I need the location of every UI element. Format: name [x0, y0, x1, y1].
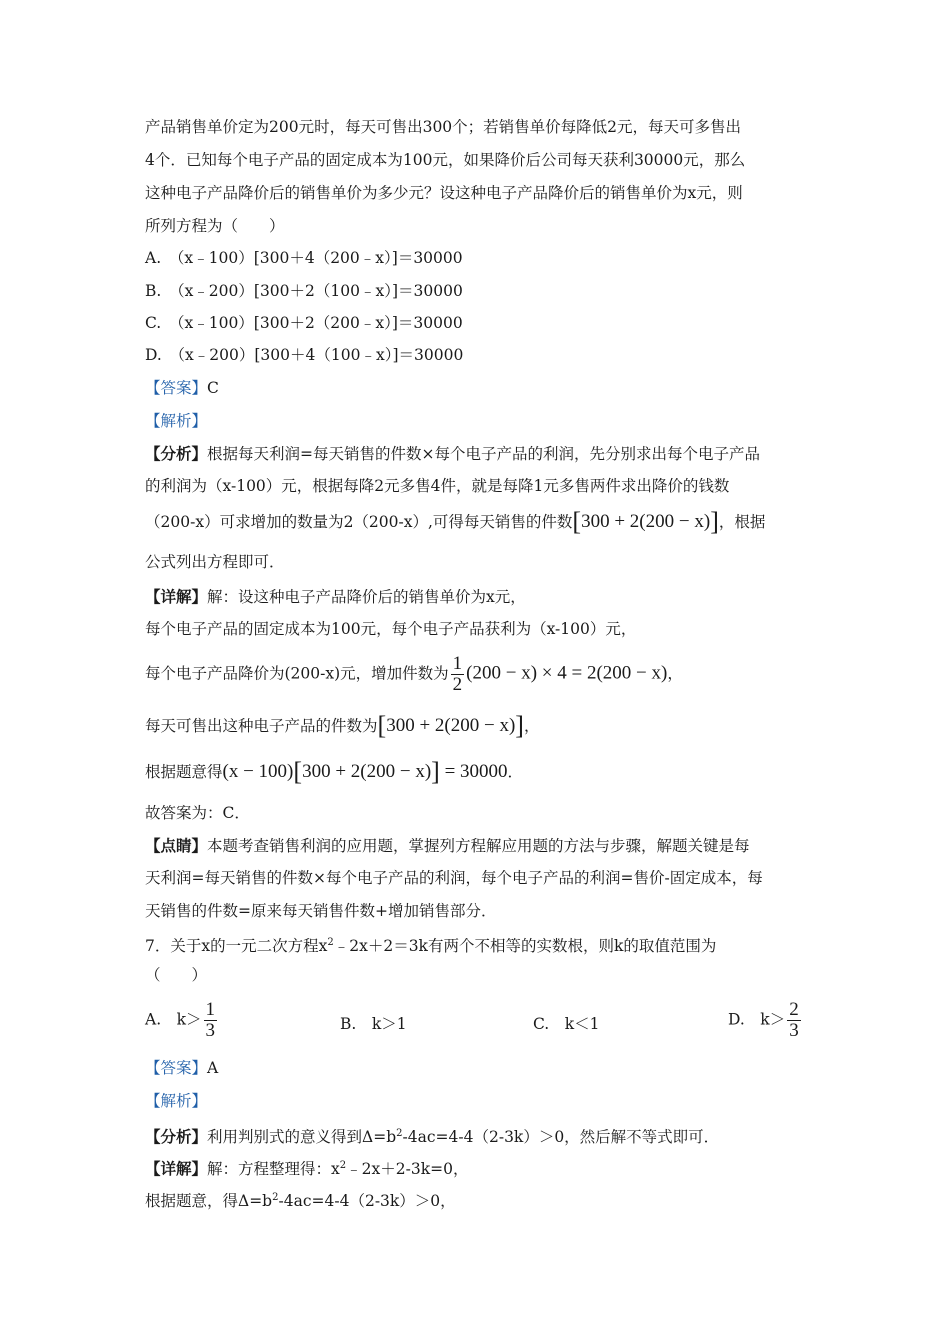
- jiexi-tag: 【解析】: [145, 412, 208, 430]
- analysis-heading: [145, 411, 207, 431]
- q7-fenxi-line: [145, 1124, 719, 1147]
- xiangjie-tag: 【详解】: [145, 1159, 208, 1179]
- superscript: 2: [339, 1160, 347, 1171]
- option-a: A. （x﹣100）[300＋4（200﹣x）]＝30000: [145, 249, 463, 267]
- math-expression: 300 + 2(200 − x): [302, 761, 432, 782]
- fraction-numerator: 1: [205, 999, 216, 1020]
- xiangjie-line-5: 根据题意得(x − 100)[300 + 2(200 − x)] = 30000．: [145, 757, 524, 786]
- fenxi-text: -4ac=4-4（2-3k）＞0，然后解不等式即可．: [402, 1128, 720, 1147]
- fenxi-text: 利用判别式的意义得到Δ=b: [207, 1128, 397, 1147]
- fenxi-tag: 【分析】: [145, 444, 208, 463]
- xiangjie-text: ，: [667, 664, 683, 683]
- q7-option-c: C. k＜1: [533, 1015, 600, 1033]
- xiangjie-text: 解：方程整理得：x: [207, 1160, 340, 1179]
- fenxi-text: 根据每天利润=每天销售的件数×每个电子产品的利润，先分别求出每个电子产品: [207, 445, 760, 463]
- dianjing-line-3: 天销售的件数=原来每天销售件数+增加销售部分．: [145, 902, 497, 920]
- xiangjie-text: ﹣2x＋2-3k=0，: [346, 1160, 469, 1179]
- q7-stem-text: ﹣2x＋2＝3k有两个不相等的实数根，则k的取值范围为: [333, 937, 717, 956]
- option-label: D. k＞: [728, 1010, 786, 1029]
- xiangjie-text: ．: [507, 763, 524, 781]
- q7-answer-line: [145, 1058, 218, 1078]
- jiexi-tag: 【解析】: [145, 1092, 208, 1110]
- problem-text-line: 所列方程为（ ）: [145, 217, 285, 235]
- option-d: D. （x﹣200）[300＋4（100﹣x）]＝30000: [145, 346, 464, 364]
- fenxi-line-2: 的利润为（x-100）元，根据每降2元多售4件，就是每降1元多售两件求出降价的钱数: [145, 477, 730, 495]
- answer-line: [145, 378, 219, 398]
- math-expression: 300 + 2(200 − x): [386, 715, 516, 736]
- q7-analysis-heading: [145, 1091, 207, 1111]
- fraction-denominator: 2: [452, 674, 463, 695]
- q7-stem-text: 7．关于x的一元二次方程x: [145, 937, 328, 956]
- fenxi-text: ，根据: [718, 513, 766, 531]
- answer-value: C: [207, 379, 219, 397]
- xiangjie-line-6: 故答案为：C．: [145, 804, 250, 822]
- superscript: 2: [396, 1128, 403, 1139]
- q7-xiangjie-line-2: [145, 1188, 456, 1211]
- math-expression: 300 + 2(200 − x): [581, 511, 711, 532]
- fraction: [451, 654, 465, 695]
- fraction-denominator: 3: [789, 1020, 799, 1041]
- xiangjie-text: 每天可售出这种电子产品的件数为: [145, 717, 378, 735]
- fenxi-line-4: 公式列出方程即可．: [145, 553, 285, 571]
- q7-stem-line-1: [145, 933, 716, 956]
- option-c: C. （x﹣100）[300＋2（200﹣x）]＝30000: [145, 314, 463, 332]
- q7-stem-line-2: （ ）: [145, 966, 208, 984]
- dianjing-text: 本题考查销售利润的应用题，掌握列方程解应用题的方法与步骤，解题关键是每: [207, 837, 750, 855]
- math-expression: (200 − x) × 4 = 2(200 − x): [466, 662, 668, 684]
- fraction: [204, 1000, 218, 1041]
- xiangjie-text: ，: [523, 717, 540, 735]
- superscript: 2: [272, 1192, 279, 1203]
- problem-text-line: 4个．已知每个电子产品的固定成本为100元，如果降价后公司每天获利30000元，那么: [145, 151, 746, 169]
- superscript: 2: [327, 937, 334, 948]
- fraction-numerator: 1: [452, 653, 463, 674]
- fraction-denominator: 3: [205, 1020, 216, 1041]
- math-expression: (x − 100): [222, 761, 294, 782]
- fenxi-text: （200-x）可求增加的数量为2（200-x）,可得每天销售的件数: [145, 513, 573, 531]
- fraction: [787, 1000, 801, 1041]
- fenxi-tag: 【分析】: [145, 1127, 208, 1147]
- xiangjie-line-3: [145, 654, 683, 695]
- q7-option-a: [145, 1000, 219, 1041]
- xiangjie-text: 根据题意得: [145, 763, 223, 781]
- answer-tag: 【答案】: [145, 379, 208, 397]
- xiangjie-tag: 【详解】: [145, 587, 208, 606]
- answer-tag: 【答案】: [145, 1059, 208, 1077]
- xiangjie-text: 每个电子产品降价为(200-x)元，增加件数为: [145, 664, 449, 683]
- math-expression: = 30000: [439, 761, 508, 782]
- problem-text-line: 这种电子产品降价后的销售单价为多少元？设这种电子产品降价后的销售单价为x元，则: [145, 184, 743, 202]
- answer-value: A: [207, 1059, 219, 1077]
- dianjing-tag: 【点睛】: [145, 836, 208, 855]
- dianjing-line-2: 天利润=每天销售的件数×每个电子产品的利润，每个电子产品的利润=售价-固定成本，每: [145, 869, 763, 887]
- xiangjie-line-2: 每个电子产品的固定成本为100元，每个电子产品获利为（x-100）元，: [145, 620, 637, 638]
- fenxi-line-3: （200-x）可求增加的数量为2（200-x）,可得每天销售的件数[300 + 2(200 − x)]，根据: [145, 507, 766, 536]
- q7-xiangjie-line-1: [145, 1156, 468, 1179]
- problem-text-line: 产品销售单价定为200元时，每天可售出300个；若销售单价每降低2元，每天可多售出: [145, 118, 742, 136]
- xiangjie-line-4: 每天可售出这种电子产品的件数为[300 + 2(200 − x)]，: [145, 711, 540, 740]
- xiangjie-text: 根据题意，得Δ=b: [145, 1192, 273, 1211]
- xiangjie-line-1: [145, 587, 526, 607]
- q7-option-d: [728, 1000, 803, 1041]
- xiangjie-text: 解：设这种电子产品降价后的销售单价为x元，: [207, 588, 526, 606]
- xiangjie-text: -4ac=4-4（2-3k）＞0，: [278, 1192, 456, 1211]
- option-label: A. k＞: [145, 1010, 202, 1029]
- option-b: B. （x﹣200）[300＋2（100﹣x）]＝30000: [145, 282, 463, 300]
- q7-option-b: B. k＞1: [340, 1015, 407, 1033]
- fenxi-line-1: [145, 444, 760, 464]
- fraction-numerator: 2: [789, 999, 799, 1020]
- dianjing-line-1: [145, 836, 750, 856]
